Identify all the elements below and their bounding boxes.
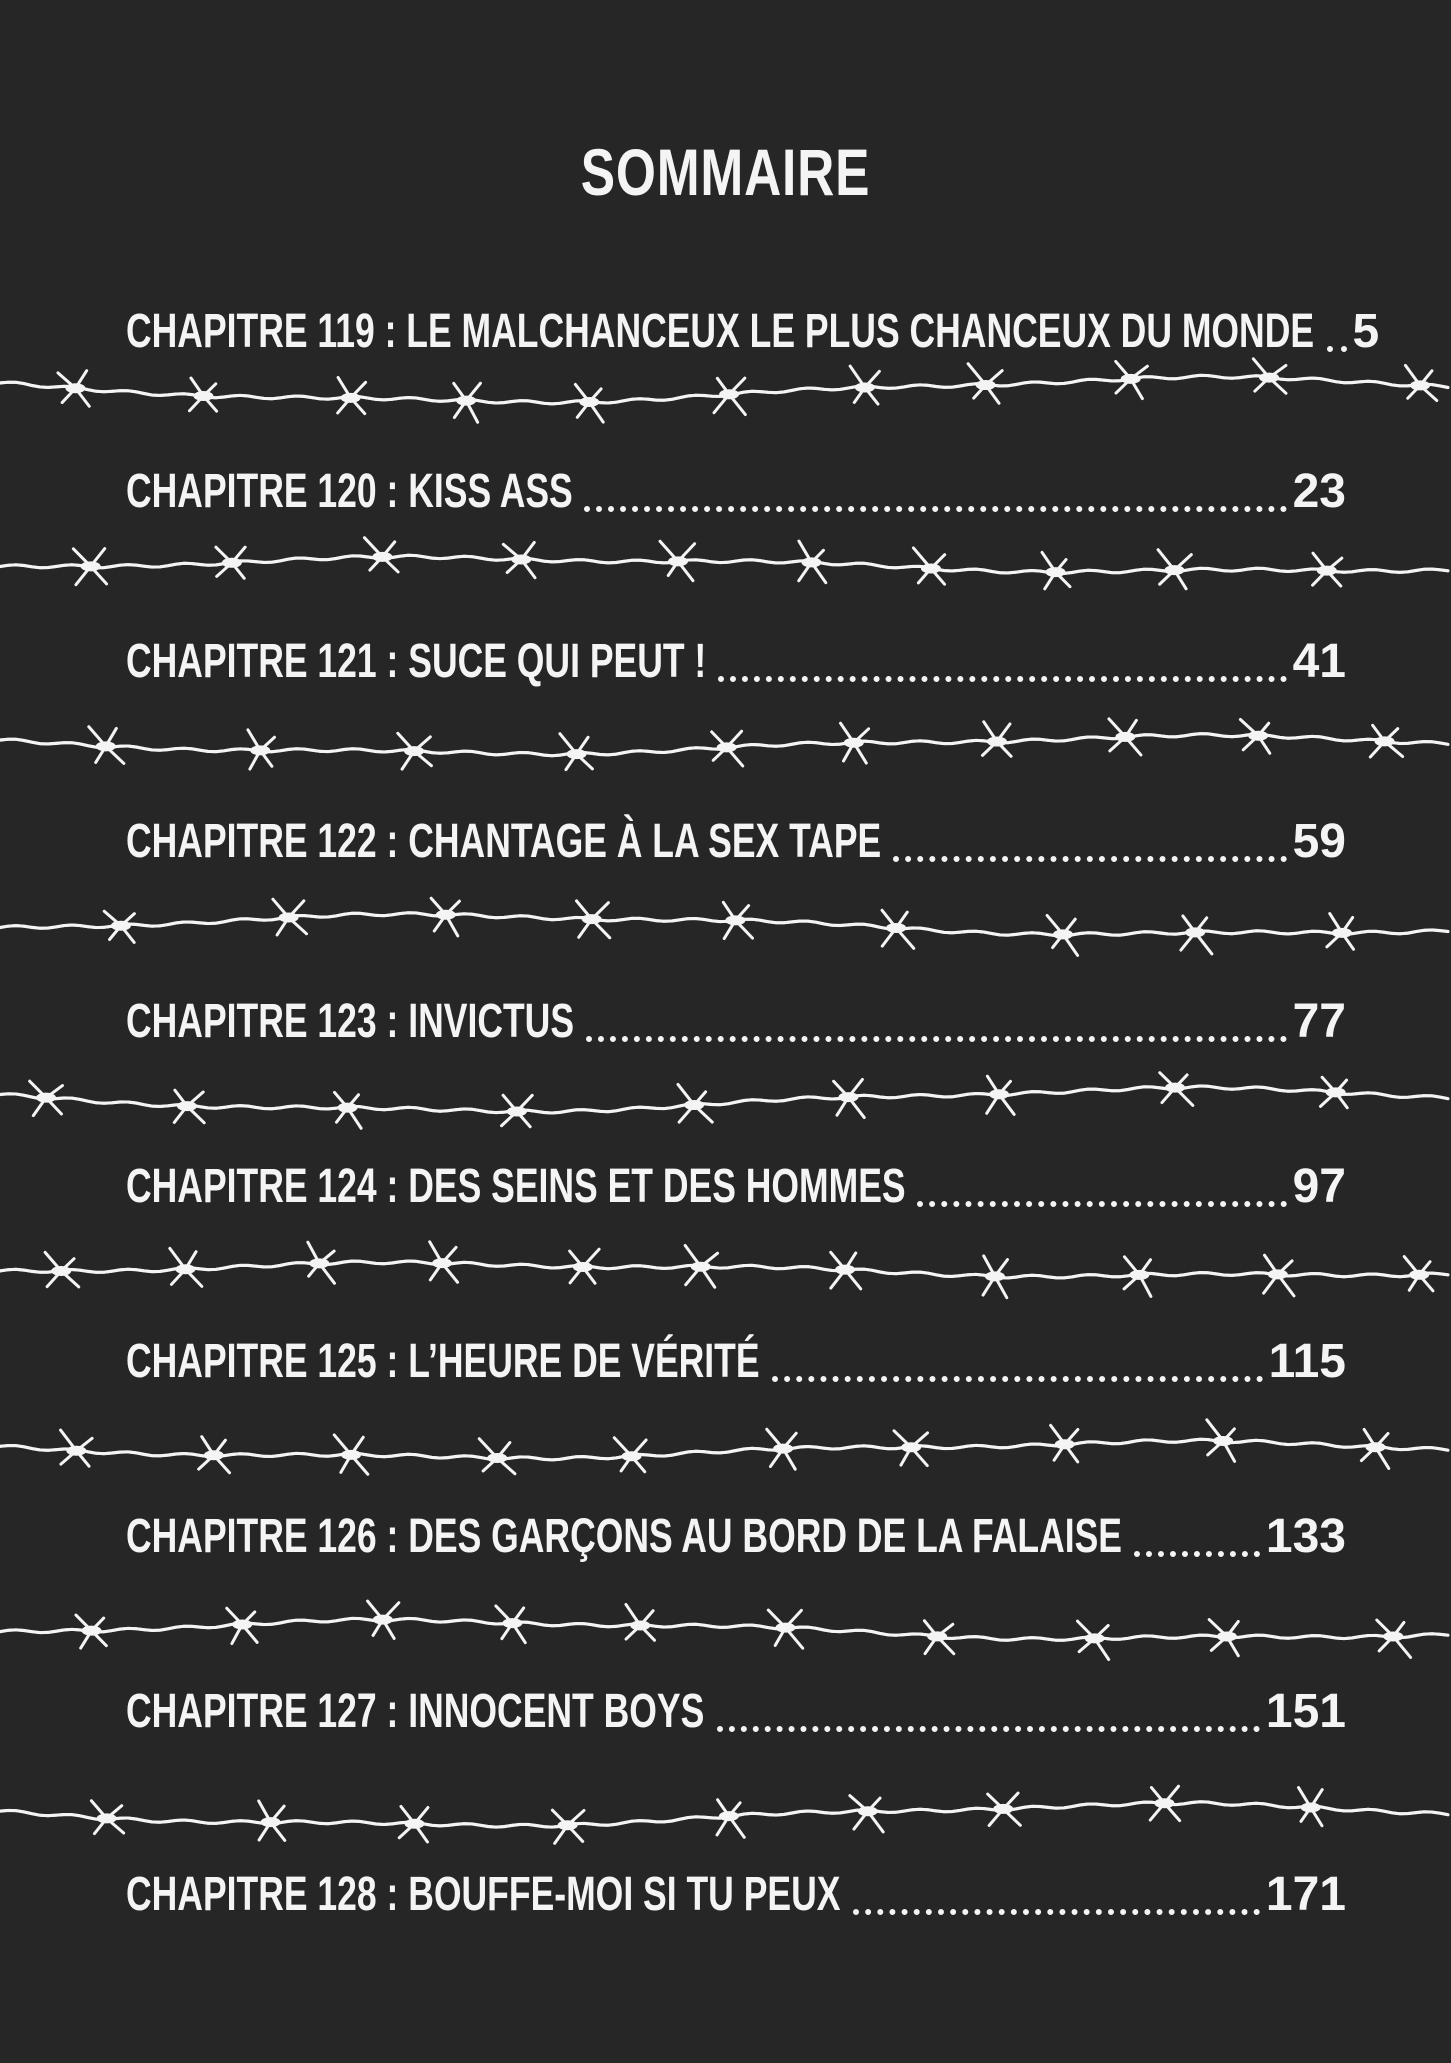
barb (1051, 1425, 1078, 1461)
dot-leader (917, 1201, 1286, 1207)
barbed-wire-svg (0, 710, 1451, 780)
page-number: 151 (1265, 1685, 1346, 1738)
page-number: 171 (1265, 1868, 1346, 1921)
chapter-title: CHAPITRE 125 : L’HEURE DE VÉRITÉ (126, 1335, 760, 1388)
barb (1404, 1257, 1433, 1291)
page-number: 41 (1292, 635, 1346, 688)
barb (248, 730, 275, 769)
toc-entry (126, 1495, 1346, 1565)
barb (983, 1256, 1007, 1298)
dot-leader (718, 676, 1286, 682)
barb (626, 1604, 655, 1640)
barbed-wire-svg (0, 890, 1451, 960)
barbed-wire-icon (0, 890, 1451, 960)
dot-leader (1327, 346, 1347, 352)
barb (1361, 1429, 1388, 1468)
toc-entry (126, 290, 1380, 360)
dot-leader (772, 1376, 1263, 1382)
toc-entry (126, 450, 1346, 520)
toc-entry (126, 1320, 1346, 1390)
barbed-wire-svg (0, 1780, 1451, 1850)
chapter-title: CHAPITRE 127 : INNOCENT BOYS (126, 1685, 705, 1738)
barb (850, 1796, 883, 1832)
barbed-wire-svg (0, 355, 1451, 425)
wire-strand (0, 555, 1448, 573)
barb (840, 723, 868, 763)
dot-leader (853, 1909, 1260, 1915)
page-number: 77 (1292, 995, 1346, 1048)
barb (1370, 725, 1402, 757)
barb (335, 1092, 362, 1128)
toc-entry (126, 1145, 1346, 1215)
barb (1299, 1788, 1323, 1826)
toc-entry (126, 620, 1346, 690)
chapter-title: CHAPITRE 128 : BOUFFE-MOI SI TU PEUX (126, 1868, 841, 1921)
barbed-wire-icon (0, 1235, 1451, 1305)
wire-strand (0, 1261, 1448, 1278)
barb (1405, 365, 1436, 400)
dot-leader (586, 1036, 1286, 1042)
barb (717, 1800, 744, 1838)
page-title: SOMMAIRE (580, 135, 871, 209)
barbed-wire-svg (0, 1595, 1451, 1665)
barbed-wire-svg (0, 1235, 1451, 1305)
barb (364, 538, 398, 572)
barb (1042, 552, 1070, 588)
barb (479, 1439, 515, 1474)
toc-entry (126, 980, 1346, 1050)
page-number: 97 (1292, 1160, 1346, 1213)
dot-leader (893, 856, 1287, 862)
page-number: 23 (1292, 465, 1346, 518)
barb (454, 383, 481, 422)
barb (58, 371, 89, 407)
barbed-wire-svg (0, 1415, 1451, 1485)
barb (850, 366, 879, 404)
barbed-wire-icon (0, 355, 1451, 425)
barbed-wire-icon (0, 1065, 1451, 1135)
toc-entry (126, 1853, 1346, 1923)
chapter-title: CHAPITRE 126 : DES GARÇONS AU BORD DE LA FALAISE (126, 1510, 1122, 1563)
barbed-wire-icon (0, 530, 1451, 600)
barb (1078, 1621, 1109, 1659)
page-number: 115 (1268, 1335, 1346, 1388)
barbed-wire-icon (0, 1780, 1451, 1850)
barbed-wire-icon (0, 710, 1451, 780)
page-number: 5 (1352, 305, 1380, 358)
barb (982, 722, 1011, 757)
barb (1181, 916, 1212, 954)
dot-leader (1134, 1551, 1260, 1557)
barbed-wire-svg (0, 1065, 1451, 1135)
barb (259, 1801, 285, 1840)
toc-entry (126, 1670, 1346, 1740)
barbed-wire-svg (0, 530, 1451, 600)
wire-strand (0, 913, 1448, 936)
chapter-title: CHAPITRE 124 : DES SEINS ET DES HOMMES (126, 1160, 906, 1213)
dot-leader (584, 506, 1286, 512)
barb (399, 1806, 428, 1842)
page-number: 133 (1265, 1510, 1346, 1563)
chapter-title: CHAPITRE 119 : LE MALCHANCEUX LE PLUS CHANCEUX DU MONDE (126, 305, 1315, 358)
barbed-wire-icon (0, 1415, 1451, 1485)
chapter-title: CHAPITRE 122 : CHANTAGE À LA SEX TAPE (126, 815, 882, 868)
barbed-wire-icon (0, 1595, 1451, 1665)
wire-strand (0, 1086, 1448, 1113)
chapter-title: CHAPITRE 121 : SUCE QUI PEUT ! (126, 635, 707, 688)
dot-leader (717, 1726, 1260, 1732)
chapter-title: CHAPITRE 120 : KISS ASS (126, 465, 573, 518)
toc-entry (126, 800, 1346, 870)
chapter-title: CHAPITRE 123 : INVICTUS (126, 995, 575, 1048)
page-number: 59 (1292, 815, 1346, 868)
